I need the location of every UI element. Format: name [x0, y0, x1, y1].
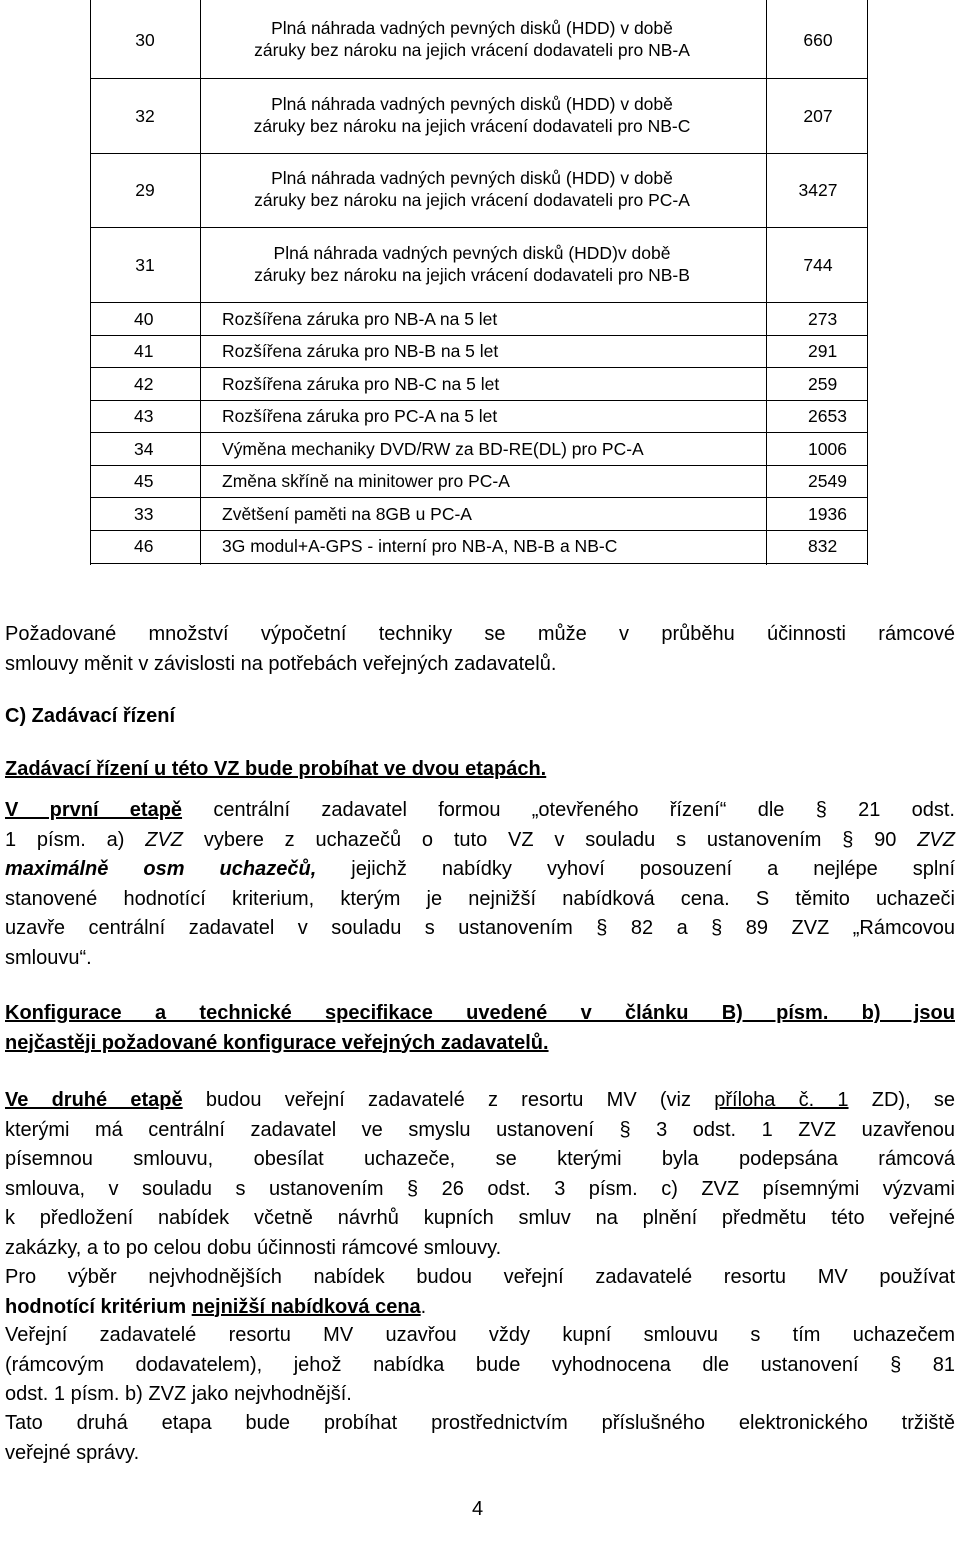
- table-cell-description: Rozšířena záruka pro NB-C na 5 let: [222, 374, 500, 394]
- text-line: hodnotící kritérium nejnižší nabídková cena.: [5, 1295, 427, 1318]
- text-line: Ve druhé etapě budou veřejní zadavatelé z resortu MV (viz příloha č. 1 ZD), se: [5, 1089, 955, 1111]
- table-cell-description: Výměna mechaniky DVD/RW za BD-RE(DL) pro PC-A: [222, 439, 644, 459]
- table-cell-description: Plná náhrada vadných pevných disků (HDD) v době záruky bez nároku na jejich vrácení dodavateli pro NB-C: [253, 94, 691, 136]
- attachment-reference: příloha č. 1: [714, 1089, 849, 1111]
- table-border-bottom: [90, 563, 868, 564]
- row-divider: [90, 227, 868, 228]
- text-line: maximálně osm uchazečů, jejichž nabídky vyhoví posouzení a nejlépe splní: [5, 858, 956, 880]
- text-line: smlouva, v souladu s ustanovením § 26 odst. 3 písm. c) ZVZ písemnými výzvami: [5, 1177, 955, 1200]
- table-cell-number: 33: [134, 504, 154, 524]
- text-line: nejčastěji požadované konfigurace veřejných zadavatelů.: [5, 1031, 549, 1054]
- section-heading-c: C) Zadávací řízení: [5, 705, 176, 727]
- paragraph-first-stage: [5, 796, 955, 973]
- row-divider: [90, 497, 868, 498]
- table-cell-number: 42: [134, 374, 154, 394]
- text-line: Veřejní zadavatelé resortu MV uzavřou vždy kupní smlouvu s tím uchazečem: [5, 1324, 955, 1346]
- row-divider: [90, 302, 868, 303]
- page-number: 4: [472, 1498, 484, 1520]
- text-line: Pro výběr nejvhodnějších nabídek budou veřejní zadavatelé resortu MV používat: [5, 1266, 955, 1288]
- text-line: kterými má centrální zadavatel ve smyslu ustanovení § 3 odst. 1 ZVZ uzavřenou: [5, 1118, 955, 1141]
- paragraph-configuration: [5, 999, 955, 1058]
- text-line: k předložení nabídek včetně návrhů kupních smluv na plnění předmětu této veřejné: [5, 1207, 955, 1229]
- text-line: písemnou smlouvu, obesílat uchazeče, se kterými byla podepsána rámcová: [5, 1148, 955, 1170]
- table-cell-quantity: 2653: [808, 406, 847, 426]
- table-cell-number: 32: [135, 106, 155, 126]
- paragraph-quantity-note: [5, 620, 955, 679]
- text-line: smlouvy měnit v závislosti na potřebách veřejných zadavatelů.: [5, 652, 557, 675]
- text-line: Konfigurace a technické specifikace uvedené v článku B) písm. b) jsou: [5, 1002, 955, 1024]
- table-cell-description: Rozšířena záruka pro NB-B na 5 let: [222, 341, 499, 361]
- table-cell-quantity: 832: [808, 536, 838, 556]
- text-line: V první etapě centrální zadavatel formou „otevřeného řízení“ dle § 21 odst.: [5, 799, 955, 821]
- text-line: odst. 1 písm. b) ZVZ jako nejvhodnější.: [5, 1383, 352, 1405]
- text-line: stanovené hodnotící kriterium, kterým je nejnižší nabídková cena. S těmito uchazeči: [5, 887, 955, 910]
- text-line: (rámcovým dodavatelem), jehož nabídka bude vyhodnocena dle ustanovení § 81: [5, 1353, 955, 1376]
- table-cell-number: 40: [134, 309, 154, 329]
- row-divider: [90, 530, 868, 531]
- paragraph-second-stage: [5, 1086, 955, 1263]
- row-divider: [90, 153, 868, 154]
- paragraph-evaluation: [5, 1263, 955, 1322]
- table-cell-number: 41: [134, 341, 154, 361]
- text-line: zakázky, a to po celou dobu účinnosti rámcové smlouvy.: [5, 1236, 502, 1259]
- table-cell-quantity: 1936: [808, 504, 847, 524]
- table-cell-quantity: 273: [808, 309, 838, 329]
- table-cell-quantity: 207: [803, 106, 833, 126]
- paragraph-purchase-contract: [5, 1321, 955, 1410]
- table-cell-description: 3G modul+A-GPS - interní pro NB-A, NB-B a NB-C: [222, 536, 618, 556]
- table-cell-number: 34: [134, 439, 154, 459]
- row-divider: [90, 78, 868, 79]
- row-divider: [90, 400, 868, 401]
- table-cell-quantity: 2549: [808, 471, 847, 491]
- text-line: Požadované množství výpočetní techniky se může v průběhu účinnosti rámcové: [5, 623, 955, 645]
- table-cell-quantity: 3427: [798, 180, 838, 200]
- table-cell-number: 29: [135, 180, 155, 200]
- second-stage-label: Ve druhé etapě: [5, 1089, 183, 1111]
- table-cell-description: Plná náhrada vadných pevných disků (HDD) v době záruky bez nároku na jejich vrácení dodavateli pro PC-A: [254, 168, 690, 210]
- table-cell-quantity: 259: [808, 374, 838, 394]
- row-divider: [90, 367, 868, 368]
- table-cell-description: Plná náhrada vadných pevných disků (HDD) v době záruky bez nároku na jejich vrácení dodavateli pro NB-A: [254, 18, 690, 60]
- text-line: veřejné správy.: [5, 1441, 140, 1464]
- table-cell-number: 45: [134, 471, 154, 491]
- text-line: smlouvu“.: [5, 946, 92, 969]
- text-line: 1 písm. a) ZVZ vybere z uchazečů o tuto VZ v souladu s ustanovením § 90 ZVZ: [5, 828, 955, 851]
- row-divider: [90, 432, 868, 433]
- table-cell-description: Změna skříně na minitower pro PC-A: [222, 471, 510, 491]
- paragraph-electronic-marketplace: [5, 1409, 955, 1468]
- row-divider: [90, 465, 868, 466]
- table-cell-description: Rozšířena záruka pro NB-A na 5 let: [222, 309, 498, 329]
- table-cell-number: 43: [134, 406, 154, 426]
- text-line: Tato druhá etapa bude probíhat prostřednictvím příslušného elektronického tržiště: [5, 1412, 955, 1434]
- table-cell-number: 31: [135, 255, 155, 275]
- table-cell-quantity: 660: [803, 30, 833, 50]
- table-cell-description: Rozšířena záruka pro PC-A na 5 let: [222, 406, 498, 426]
- text-line: uzavře centrální zadavatel v souladu s ustanovením § 82 a § 89 ZVZ „Rámcovou: [5, 917, 955, 939]
- first-stage-label: V první etapě: [5, 799, 183, 821]
- table-divider-1: [200, 0, 201, 565]
- table-cell-number: 46: [134, 536, 154, 556]
- table-cell-number: 30: [135, 30, 155, 50]
- hardware-options-table: [90, 0, 868, 565]
- table-cell-description: Zvětšení paměti na 8GB u PC-A: [222, 504, 472, 524]
- table-cell-description: Plná náhrada vadných pevných disků (HDD)v době záruky bez nároku na jejich vrácení dodavateli pro NB-B: [254, 243, 690, 285]
- table-cell-quantity: 1006: [808, 439, 847, 459]
- table-cell-quantity: 744: [803, 255, 833, 275]
- table-divider-2: [766, 0, 767, 565]
- stages-heading: Zadávací řízení u této VZ bude probíhat ve dvou etapách.: [5, 758, 547, 780]
- row-divider: [90, 335, 868, 336]
- lowest-price-criterion: nejnižší nabídková cena: [191, 1295, 421, 1318]
- table-cell-quantity: 291: [808, 341, 838, 361]
